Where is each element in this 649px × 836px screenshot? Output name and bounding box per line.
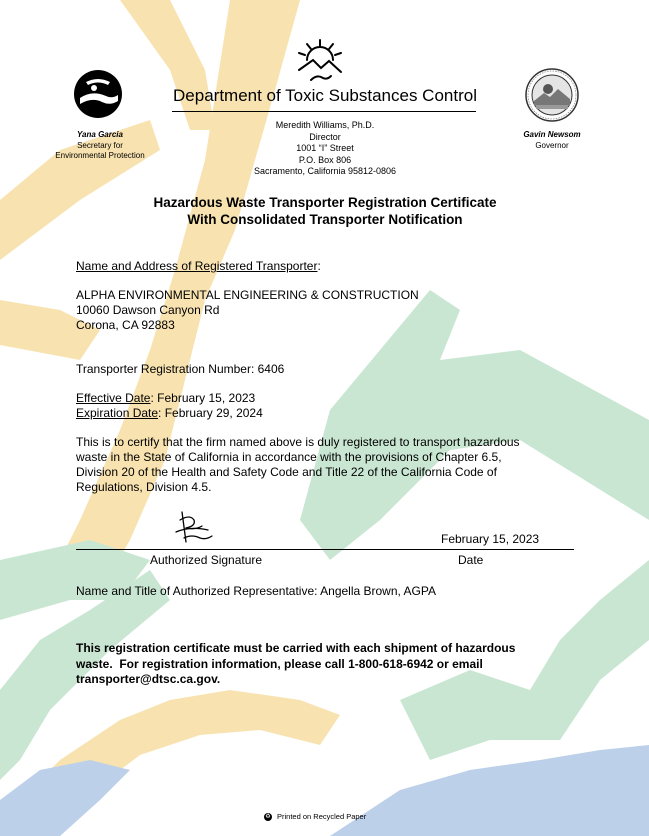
effective-date [76,391,255,406]
cal-epa-logo-icon [72,68,124,120]
expiration-date [76,406,263,421]
dtsc-sun-mountain-logo-icon [293,36,347,86]
director-address-block [225,120,425,178]
secretary-name: Yana Garcia [77,130,123,139]
transporter-street: 10060 Dawson Canyon Rd [76,303,220,317]
secretary-title-line2: Environmental Protection [55,151,145,160]
california-state-seal-icon [524,67,580,123]
certification-line3: Division 20 of the Health and Safety Code and Title 22 of the California Code of [76,465,497,479]
recycled-paper-note [264,812,366,821]
director-title: Director [309,131,341,142]
address-line2: P.O. Box 806 [298,154,352,165]
transporter-heading [76,259,321,274]
secretary-title-line1: Secretary for [77,141,123,150]
certificate-title-line1: Hazardous Waste Transporter Registration Certificate [153,195,497,210]
governor-name: Gavin Newsom [523,130,581,139]
secretary-title [40,141,160,161]
certification-line1: This is to certify that the firm named above is duly registered to transport hazardous [76,435,520,449]
effective-date-label: Effective Date [76,391,151,405]
address-line3: Sacramento, California 95812-0806 [253,166,397,176]
certification-line2: waste in the State of California in accordance with the provisions of Chapter 6.5, [76,450,502,464]
expiration-date-value: : February 29, 2024 [158,406,263,420]
director-name: Meredith Williams, Ph.D. [275,120,375,130]
carry-notice [76,641,576,688]
notice-line3: transporter@dtsc.ca.gov. [76,672,221,686]
governor-title: Governor [535,141,569,150]
recycle-icon: ♻ [265,814,271,821]
date-label: Date [458,553,484,567]
department-name: Department of Toxic Substances Control [173,86,477,105]
signature-date-value: February 15, 2023 [441,532,540,546]
certificate-title [80,194,570,228]
transporter-city: Corona, CA 92883 [76,318,175,332]
signature-line [76,549,574,550]
signature-label: Authorized Signature [150,553,263,567]
certification-line4: Regulations, Division 4.5. [76,480,212,494]
effective-date-value: : February 15, 2023 [150,391,256,405]
authorized-representative: Name and Title of Authorized Representative: Angella Brown, AGPA [76,584,436,598]
expiration-date-label: Expiration Date [76,406,159,420]
notice-line1: This registration certificate must be carried with each shipment of hazardous [76,641,516,655]
registration-number: Transporter Registration Number: 6406 [76,362,285,376]
certification-paragraph [76,435,576,495]
notice-line2: waste. For registration information, please call 1-800-618-6942 or email [76,656,483,671]
transporter-heading-label: Name and Address of Registered Transporter [76,259,318,273]
transporter-name: ALPHA ENVIRONMENTAL ENGINEERING & CONSTRUCTION [76,288,419,302]
transporter-heading-colon: : [317,259,321,273]
address-line1: 1001 “I” Street [296,143,354,153]
recycled-text: Printed on Recycled Paper [277,812,367,821]
handwritten-signature-icon [172,508,216,546]
certificate-title-line2: With Consolidated Transporter Notification [187,212,463,227]
department-divider [172,111,476,112]
